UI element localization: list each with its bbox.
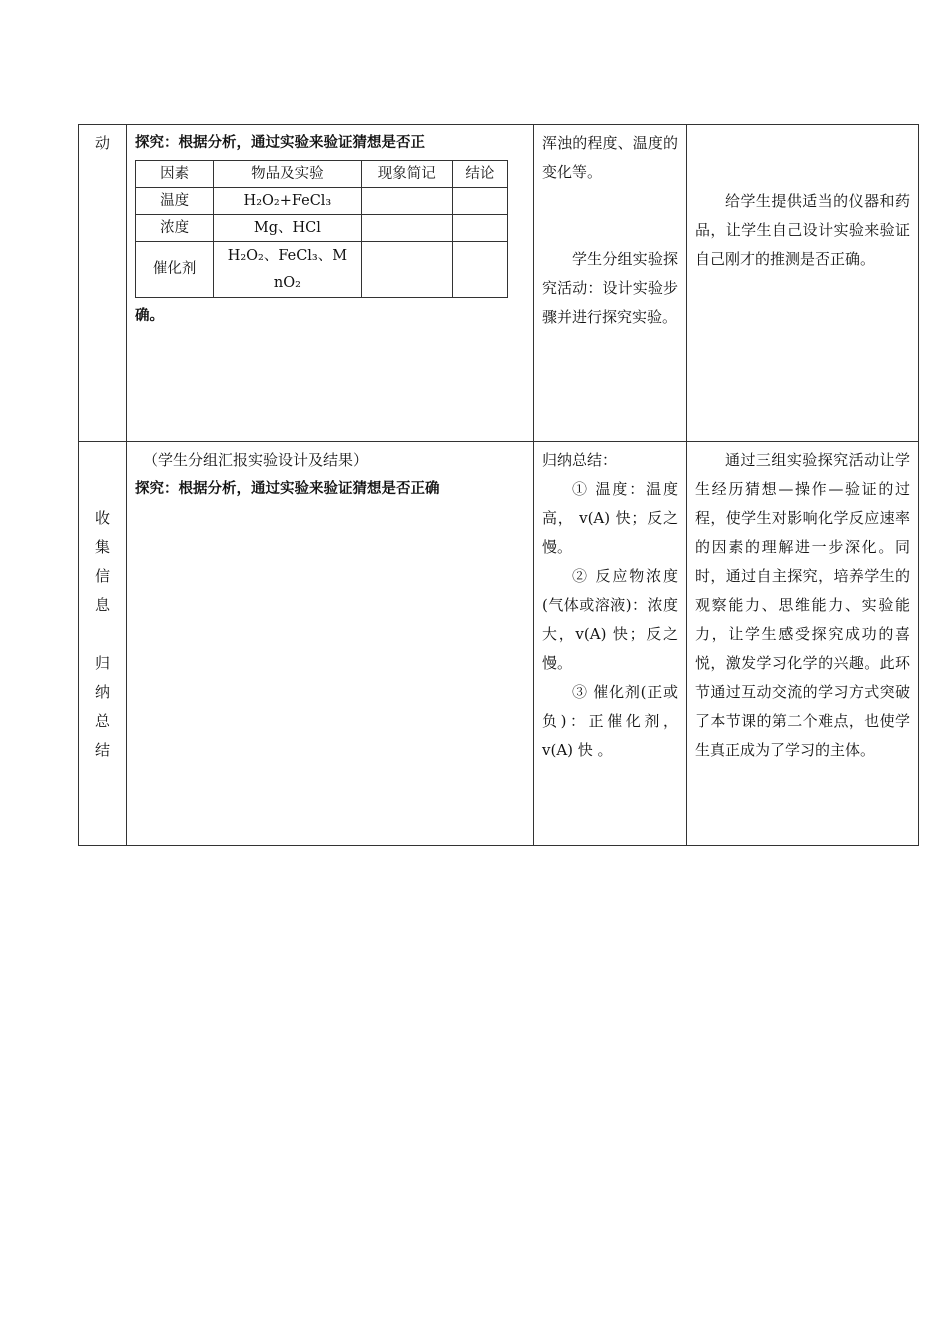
stage-char: 集 xyxy=(94,538,110,556)
spacer xyxy=(79,446,126,504)
stage-char: 结 xyxy=(94,741,110,759)
note-cell xyxy=(361,188,452,215)
spacer xyxy=(79,620,126,649)
activity-cell xyxy=(127,442,534,846)
conclusion-cell xyxy=(452,215,507,242)
summary-item: ③ 催化剂(正或负)：正催化剂， v(A) 快 。 xyxy=(542,683,678,759)
column-header: 现象简记 xyxy=(361,161,452,188)
experiment-table xyxy=(135,160,508,298)
summary-item: ① 温度：温度高， v(A) 快；反之慢。 xyxy=(542,480,678,556)
spacer xyxy=(695,129,910,187)
table-row xyxy=(136,242,508,298)
column-header: 结论 xyxy=(452,161,507,188)
activity-heading: 探究：根据分析，通过实验来验证猜想是否正确 xyxy=(135,481,440,497)
items-cell: H₂O₂+FeCl₃ xyxy=(214,188,361,215)
table-row xyxy=(136,215,508,242)
note-cell xyxy=(361,242,452,298)
stage-char: 归 xyxy=(94,654,110,672)
items-cell xyxy=(214,242,361,298)
intent-cell xyxy=(687,442,919,846)
items-line: H₂O₂、FeCl₃、M xyxy=(227,247,348,264)
intent-text: 通过三组实验探究活动让学生经历猜想—操作—验证的过程，使学生对影响化学反应速率的因素的理解进一步深化。同时，通过自主探究，培养学生的观察能力、思维能力、实验能力，让学生感受探究成功的喜悦，激发学习化学的兴趣。此环节通过互动交流的学习方式突破了本节课的第二个难点，也使学生真正成为了学习的主体。 xyxy=(695,451,910,759)
stage-char: 信 xyxy=(94,567,110,585)
activity-note: （学生分组汇报实验设计及结果） xyxy=(143,451,369,469)
table-header-row xyxy=(136,161,508,188)
summary-item: ② 反应物浓度(气体或溶液)：浓度大，v(A) 快；反之慢。 xyxy=(542,567,678,672)
factor-cell: 催化剂 xyxy=(136,242,214,298)
stage-char: 总 xyxy=(94,712,110,730)
note-cell xyxy=(361,215,452,242)
activity-heading: 探究：根据分析，通过实验来验证猜想是否正 xyxy=(135,135,425,151)
conclusion-cell xyxy=(452,188,507,215)
student-cell xyxy=(534,125,687,442)
summary-title: 归纳总结： xyxy=(542,451,618,469)
factor-cell: 温度 xyxy=(136,188,214,215)
items-cell: Mg、HCl xyxy=(214,215,361,242)
lesson-plan-table xyxy=(78,124,919,846)
intent-text: 给学生提供适当的仪器和药品，让学生自己设计实验来验证自己刚才的推测是否正确。 xyxy=(695,192,910,268)
student-text: 浑浊的程度、温度的变化等。 xyxy=(542,134,678,181)
activity-cell xyxy=(127,125,534,442)
intent-cell xyxy=(687,125,919,442)
stage-cell xyxy=(79,442,127,846)
spacer xyxy=(542,187,678,245)
conclusion-cell xyxy=(452,242,507,298)
summary-cell xyxy=(534,442,687,846)
items-line: nO₂ xyxy=(273,274,301,291)
table-row xyxy=(136,188,508,215)
stage-cell xyxy=(79,125,127,442)
factor-cell: 浓度 xyxy=(136,215,214,242)
table-row xyxy=(79,442,919,846)
column-header: 因素 xyxy=(136,161,214,188)
table-row xyxy=(79,125,919,442)
stage-label: 动 xyxy=(94,134,110,152)
stage-char: 息 xyxy=(94,596,110,614)
stage-char: 收 xyxy=(94,509,110,527)
activity-heading-tail: 确。 xyxy=(135,308,164,324)
column-header: 物品及实验 xyxy=(214,161,361,188)
student-text: 学生分组实验探究活动：设计实验步骤并进行探究实验。 xyxy=(542,250,678,326)
stage-char: 纳 xyxy=(94,683,110,701)
